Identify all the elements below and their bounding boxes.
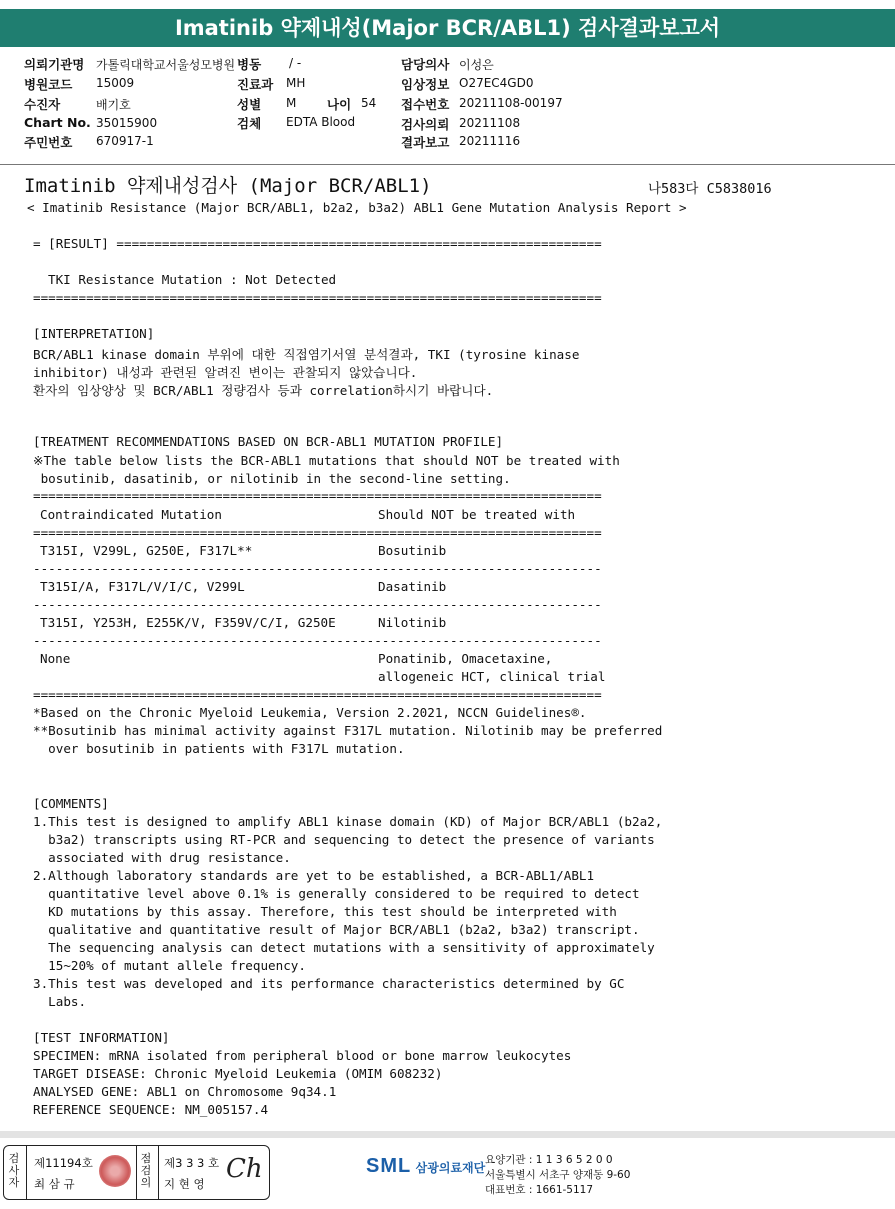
value-hospital-code: 15009 — [96, 76, 135, 90]
label-patient: 수진자 — [24, 97, 61, 112]
label-doctor: 담당의사 — [401, 57, 450, 72]
result-rule: =========================================================================== — [33, 290, 602, 305]
table-header-mutation: Contraindicated Mutation — [40, 507, 222, 522]
value-receipt-no: 20211108-00197 — [459, 96, 563, 110]
report-subtitle: < Imatinib Resistance (Major BCR/ABL1, b2a2, b3a2) ABL1 Gene Mutation Analysis Report > — [27, 200, 687, 215]
label-chart-no: Chart No. — [24, 115, 91, 130]
value-patient: 배기호 — [96, 98, 131, 112]
interpretation-header: [INTERPRETATION] — [33, 326, 155, 341]
label-report-date: 결과보고 — [401, 135, 450, 150]
label-hospital-code: 병원코드 — [24, 77, 73, 92]
reviewer-name: 지 현 영 — [164, 1177, 205, 1191]
value-doctor: 이성은 — [459, 58, 494, 72]
table-rule-bottom: =========================================================================== — [33, 687, 602, 702]
test-info-line: ANALYSED GENE: ABL1 on Chromosome 9q34.1 — [33, 1084, 337, 1099]
test-info-header: [TEST INFORMATION] — [33, 1030, 170, 1045]
value-ward: / - — [289, 56, 302, 70]
value-department: MH — [286, 76, 306, 90]
treatment-note: bosutinib, dasatinib, or nilotinib in the second-line setting. — [33, 471, 511, 486]
report-title: Imatinib 약제내성검사 (Major BCR/ABL1) — [24, 175, 432, 197]
comment-line: qualitative and quantitative result of Major BCR/ABL1 (b2a2, b3a2) transcript. — [33, 922, 640, 937]
label-resident-no: 주민번호 — [24, 135, 73, 150]
table-header-drugs: Should NOT be treated with — [378, 507, 576, 522]
comment-line: Labs. — [33, 994, 87, 1009]
comment-line: 3.This test was developed and its performance characteristics determined by GC — [33, 976, 625, 991]
treatment-header: [TREATMENT RECOMMENDATIONS BASED ON BCR-ABL1 MUTATION PROFILE] — [33, 434, 504, 449]
label-department: 진료과 — [237, 77, 274, 92]
value-sex: M — [286, 96, 297, 110]
value-age: 54 — [361, 96, 377, 110]
value-chart-no: 35015900 — [96, 116, 158, 130]
comment-line: KD mutations by this assay. Therefore, this test should be interpreted with — [33, 904, 617, 919]
box-divider — [136, 1146, 137, 1199]
table-rule: --------------------------------------------------------------------------- — [33, 561, 602, 576]
value-request-date: 20211108 — [459, 116, 521, 130]
tester-name: 최 삼 규 — [34, 1177, 75, 1191]
logo-text: SML — [366, 1155, 412, 1177]
value-requesting-org: 가톨릭대학교서울성모병원 — [96, 58, 236, 72]
footer-info-line: 요양기관 : 1 1 3 6 5 2 0 0 — [485, 1154, 613, 1166]
signature-image: Ch — [226, 1154, 263, 1184]
interpretation-line: inhibitor) 내성과 관련된 알려진 변이는 관찰되지 않았습니다. — [33, 365, 418, 380]
comments-header: [COMMENTS] — [33, 796, 109, 811]
footnote: **Bosutinib has minimal activity against F317L mutation. Nilotinib may be preferred — [33, 723, 663, 738]
label-sex: 성별 — [237, 97, 262, 112]
footer-info-line: 대표번호 : 1661-5117 — [485, 1184, 594, 1196]
table-rule-top: =========================================================================== — [33, 488, 602, 503]
label-request-date: 검사의뢰 — [401, 117, 450, 132]
table-cell-mutation: T315I, Y253H, E255K/V, F359V/C/I, G250E — [40, 615, 336, 630]
table-rule: =========================================================================== — [33, 525, 602, 540]
footnote: *Based on the Chronic Myeloid Leukemia, Version 2.2021, NCCN Guidelines®. — [33, 705, 587, 720]
footer-info-line: 서울특별시 서초구 양재동 9-60 — [485, 1169, 631, 1181]
report-banner-title: Imatinib 약제내성(Major BCR/ABL1) 검사결과보고서 — [0, 9, 895, 47]
table-rule: --------------------------------------------------------------------------- — [33, 597, 602, 612]
comment-line: b3a2) transcripts using RT-PCR and sequencing to detect the presence of variants — [33, 832, 655, 847]
treatment-note: ※The table below lists the BCR-ABL1 mutations that should NOT be treated with — [33, 453, 620, 468]
sml-logo — [366, 1155, 485, 1178]
table-cell-mutation: T315I/A, F317L/V/I/C, V299L — [40, 579, 245, 594]
test-info-line: REFERENCE SEQUENCE: NM_005157.4 — [33, 1102, 269, 1117]
value-specimen: EDTA Blood — [286, 115, 356, 129]
document-id: 나583다 C5838016 — [648, 181, 772, 197]
label-receipt-no: 접수번호 — [401, 97, 450, 112]
table-cell-mutation: None — [40, 651, 71, 666]
table-cell-mutation: T315I, V299L, G250E, F317L** — [40, 543, 253, 558]
comment-line: 15~20% of mutant allele frequency. — [33, 958, 306, 973]
label-ward: 병동 — [237, 57, 262, 72]
reviewer-label: 점검의 — [140, 1152, 152, 1189]
footnote: over bosutinib in patients with F317L mutation. — [33, 741, 405, 756]
table-cell-drug: allogeneic HCT, clinical trial — [378, 669, 606, 684]
table-rule: --------------------------------------------------------------------------- — [33, 633, 602, 648]
table-cell-drug: Ponatinib, Omacetaxine, — [378, 651, 553, 666]
box-divider — [26, 1146, 27, 1199]
interpretation-line: BCR/ABL1 kinase domain 부위에 대한 직접염기서열 분석결과, TKI (tyrosine kinase — [33, 347, 580, 362]
table-cell-drug: Dasatinib — [378, 579, 447, 594]
signature-box — [3, 1145, 270, 1200]
value-report-date: 20211116 — [459, 134, 521, 148]
comment-line: 2.Although laboratory standards are yet to be established, a BCR-ABL1/ABL1 — [33, 868, 595, 883]
header-divider — [0, 164, 895, 165]
table-cell-drug: Bosutinib — [378, 543, 447, 558]
comment-line: associated with drug resistance. — [33, 850, 291, 865]
tester-license-no: 제11194호 — [34, 1156, 93, 1170]
value-resident-no: 670917-1 — [96, 134, 154, 148]
footer-divider — [0, 1131, 895, 1138]
label-specimen: 검체 — [237, 116, 262, 131]
comment-line: quantitative level above 0.1% is generally considered to be required to detect — [33, 886, 640, 901]
red-seal-icon — [99, 1155, 131, 1187]
tester-label: 검사자 — [8, 1152, 20, 1189]
table-cell-drug: Nilotinib — [378, 615, 447, 630]
result-header: = [RESULT] ================================================================ — [33, 236, 602, 251]
label-requesting-org: 의뢰기관명 — [24, 57, 85, 72]
value-clinical-info: O27EC4GD0 — [459, 76, 534, 90]
label-age: 나이 — [327, 97, 352, 112]
box-divider — [158, 1146, 159, 1199]
interpretation-line: 환자의 임상양상 및 BCR/ABL1 정량검사 등과 correlation하시기 바랍니다. — [33, 383, 494, 398]
test-info-line: TARGET DISEASE: Chronic Myeloid Leukemia (OMIM 608232) — [33, 1066, 443, 1081]
comment-line: The sequencing analysis can detect mutations with a sensitivity of approximately — [33, 940, 655, 955]
label-clinical-info: 임상정보 — [401, 77, 450, 92]
organization-name: 삼광의료재단 — [415, 1161, 486, 1175]
test-info-line: SPECIMEN: mRNA isolated from peripheral blood or bone marrow leukocytes — [33, 1048, 572, 1063]
result-text: TKI Resistance Mutation : Not Detected — [48, 272, 337, 287]
reviewer-license-no: 제3 3 3 호 — [164, 1156, 220, 1170]
comment-line: 1.This test is designed to amplify ABL1 kinase domain (KD) of Major BCR/ABL1 (b2a2, — [33, 814, 663, 829]
